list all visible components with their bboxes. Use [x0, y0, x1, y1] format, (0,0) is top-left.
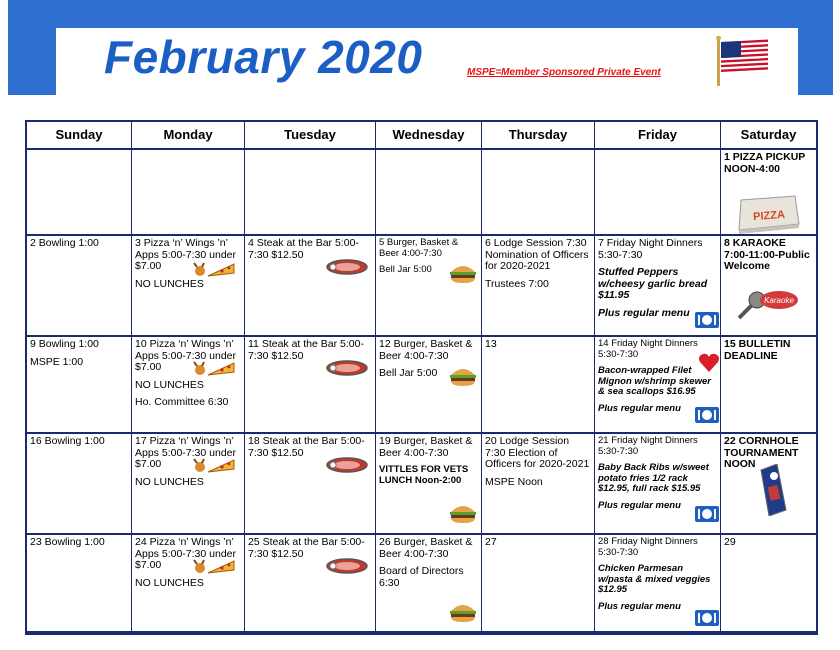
event-line: 20 Lodge Session 7:30 Election of Officers for 2020-2021	[485, 435, 590, 470]
grid-line	[375, 627, 376, 635]
event-line: NO LUNCHES	[135, 378, 204, 391]
event-line: NO LUNCHES	[135, 277, 204, 290]
pizza-wings-icon	[192, 456, 236, 479]
event-line: Baby Back Ribs w/sweet potato fries 1/2 rack $12.95, full rack $15.95	[598, 462, 709, 494]
day-cell-sun-week-4	[27, 434, 132, 535]
event-line: 14 Friday Night Dinners 5:30-7:30	[598, 338, 698, 360]
event-line: 6 Lodge Session 7:30 Nomination of Officers for 2020-2021	[485, 237, 589, 272]
steak-icon	[325, 359, 369, 382]
event-line: VITTLES FOR VETS LUNCH Noon-2:00	[379, 464, 469, 486]
day-cell-sun-week-5	[27, 535, 132, 633]
event-line: 18 Steak at the Bar 5:00-7:30 $12.50	[248, 435, 365, 459]
event-line: MSPE 1:00	[30, 355, 84, 368]
day-cell-thu-week-4	[482, 434, 595, 535]
event-line: NO LUNCHES	[135, 475, 204, 488]
day-header-friday: Friday	[595, 122, 721, 150]
event-line: 17 Pizza ‘n’ Wings ’n’ Apps 5:00-7:30 under $7.00	[135, 435, 236, 470]
event-line: 21 Friday Night Dinners 5:30-7:30	[598, 435, 698, 457]
event-line: Plus regular menu	[598, 499, 681, 511]
day-cell-thu-week-5	[482, 535, 595, 633]
day-cell-tue-week-5	[245, 535, 376, 633]
event-line: 9 Bowling 1:00	[30, 338, 99, 350]
event-line: Trustees 7:00	[485, 277, 549, 290]
event-line: Chicken Parmesan w/pasta & mixed veggies $12.95	[598, 563, 711, 595]
burger-icon	[448, 262, 478, 289]
day-cell-tue-week-1	[245, 150, 376, 236]
day-cell-tue-week-2	[245, 236, 376, 337]
day-cell-thu-week-3	[482, 337, 595, 434]
event-line: 5 Burger, Basket & Beer 4:00-7:30	[379, 237, 459, 259]
month-title: February 2020	[104, 31, 423, 83]
event-line: Bacon-wrapped Filet Mignon w/shrimp skewer & sea scallops $16.95	[598, 365, 711, 397]
steak-icon	[325, 258, 369, 281]
event-line: 2 Bowling 1:00	[30, 237, 99, 249]
event-line: Plus regular menu	[598, 306, 690, 319]
day-cell-mon-week-3	[132, 337, 245, 434]
grid-line	[131, 627, 132, 635]
event-line: 1 PIZZA PICKUP NOON-4:00	[724, 151, 806, 175]
day-cell-sun-week-3	[27, 337, 132, 434]
day-cell-mon-week-2	[132, 236, 245, 337]
day-cell-mon-week-5	[132, 535, 245, 633]
bottom-strip	[27, 633, 816, 635]
pizza-wings-icon	[192, 557, 236, 580]
event-line: Ho. Committee 6:30	[135, 396, 229, 408]
event-line: 8 KARAOKE 7:00-11:00-Public Welcome	[724, 237, 810, 272]
grid-line	[481, 627, 482, 635]
event-line: 10 Pizza ‘n’ Wings ’n’ Apps 5:00-7:30 under $7.00	[135, 338, 236, 373]
event-line: Plus regular menu	[598, 402, 681, 414]
cornhole-board-icon	[759, 464, 787, 521]
day-cell-mon-week-1	[132, 150, 245, 236]
day-cell-wed-week-1	[376, 150, 482, 236]
menu-icon	[695, 610, 719, 631]
day-cell-thu-week-2	[482, 236, 595, 337]
day-cell-mon-week-4	[132, 434, 245, 535]
day-header-sunday: Sunday	[27, 122, 132, 150]
american-flag-icon	[716, 36, 770, 86]
event-line: 28 Friday Night Dinners 5:30-7:30	[598, 536, 698, 558]
day-cell-sun-week-2	[27, 236, 132, 337]
grid-line	[244, 627, 245, 635]
burger-icon	[448, 502, 478, 529]
event-line: Plus regular menu	[598, 600, 681, 612]
event-line: 13	[485, 338, 497, 350]
steak-icon	[325, 456, 369, 479]
burger-icon	[448, 601, 478, 628]
event-line: Stuffed Peppers w/cheesy garlic bread $11.95	[598, 266, 708, 301]
event-line: Bell Jar 5:00	[379, 367, 438, 379]
day-header-saturday: Saturday	[721, 122, 816, 150]
event-line: 26 Burger, Basket & Beer 4:00-7:30	[379, 536, 473, 560]
grid-line	[720, 627, 721, 635]
pizza-wings-icon	[192, 260, 236, 283]
day-header-wednesday: Wednesday	[376, 122, 482, 150]
day-header-monday: Monday	[132, 122, 245, 150]
heart-icon	[698, 353, 720, 378]
day-header-tuesday: Tuesday	[245, 122, 376, 150]
event-line: Bell Jar 5:00	[379, 264, 432, 275]
steak-icon	[325, 557, 369, 580]
svg-text:Karaoke: Karaoke	[764, 296, 794, 305]
event-line: 16 Bowling 1:00	[30, 435, 105, 447]
event-line: 7 Friday Night Dinners 5:30-7:30	[598, 237, 703, 261]
menu-icon	[695, 312, 719, 333]
event-line: MSPE Noon	[485, 475, 543, 488]
day-cell-sun-week-1	[27, 150, 132, 236]
event-line: 3 Pizza ‘n’ Wings ’n’ Apps 5:00-7:30 under $7.00	[135, 237, 236, 272]
day-header-thursday: Thursday	[482, 122, 595, 150]
event-line: 12 Burger, Basket & Beer 4:00-7:30	[379, 338, 473, 362]
event-line: 11 Steak at the Bar 5:00-7:30 $12.50	[248, 338, 364, 362]
day-cell-tue-week-3	[245, 337, 376, 434]
event-line: 4 Steak at the Bar 5:00-7:30 $12.50	[248, 237, 359, 261]
burger-icon	[448, 365, 478, 392]
event-line: 23 Bowling 1:00	[30, 536, 105, 548]
event-line: 19 Burger, Basket & Beer 4:00-7:30	[379, 435, 473, 459]
svg-text:PIZZA: PIZZA	[752, 208, 786, 224]
day-cell-thu-week-1	[482, 150, 595, 236]
calendar-grid	[25, 120, 818, 635]
day-cell-sat-week-5	[721, 535, 816, 633]
event-line: 15 BULLETIN DEADLINE	[724, 338, 791, 362]
pizza-box-icon	[735, 190, 801, 239]
event-line: 27	[485, 536, 497, 548]
grid-line	[594, 627, 595, 635]
event-line: 25 Steak at the Bar 5:00-7:30 $12.50	[248, 536, 365, 560]
menu-icon	[695, 506, 719, 527]
day-cell-sat-week-3	[721, 337, 816, 434]
day-cell-tue-week-4	[245, 434, 376, 535]
karaoke-microphone-icon	[735, 288, 799, 329]
mspe-note: MSPE=Member Sponsored Private Event	[467, 67, 661, 78]
event-line: 29	[724, 536, 736, 548]
menu-icon	[695, 407, 719, 428]
pizza-wings-icon	[192, 359, 236, 382]
event-line: NO LUNCHES	[135, 576, 204, 589]
day-cell-fri-week-1	[595, 150, 721, 236]
event-line: 22 CORNHOLE TOURNAMENT NOON	[724, 435, 799, 470]
event-line: 24 Pizza ‘n’ Wings ’n’ Apps 5:00-7:30 under $7.00	[135, 536, 236, 571]
event-line: Board of Directors 6:30	[379, 565, 464, 589]
